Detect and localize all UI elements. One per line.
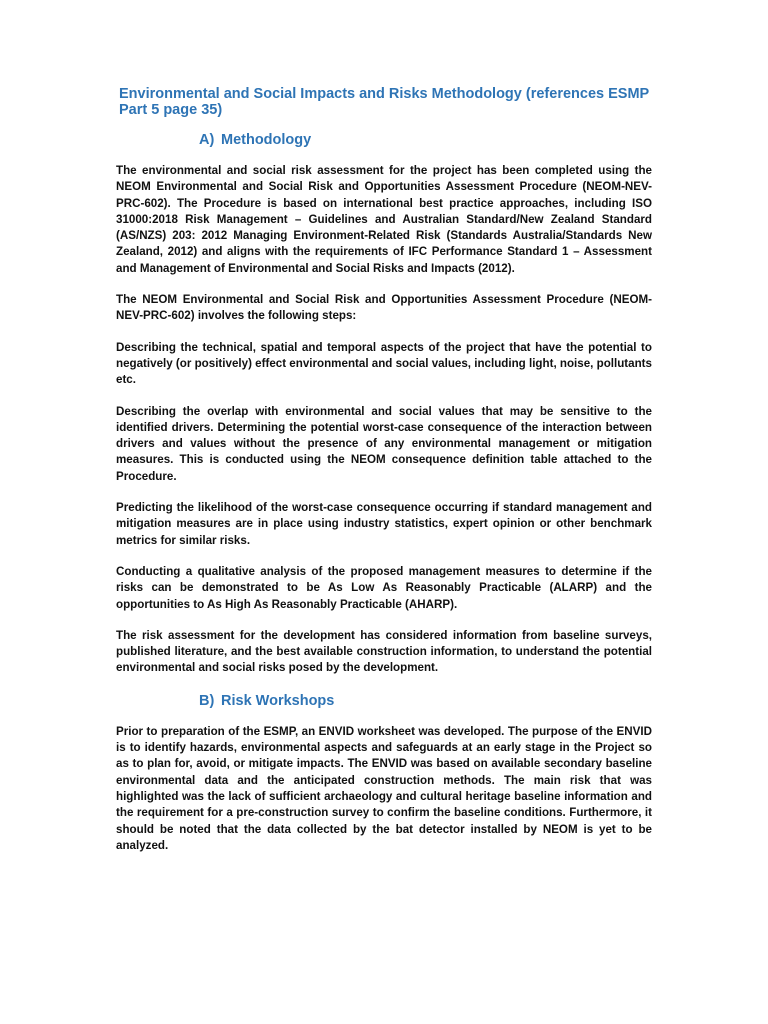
paragraph-a3: Describing the technical, spatial and temporal aspects of the project that have the potential to negatively (or positively) effect environmental and social values, including light, noise, pollutants etc. [116,340,652,387]
document-title: Environmental and Social Impacts and Risks Methodology (references ESMP Part 5 page 35) [119,86,649,118]
section-a-number: A) [199,132,215,148]
section-a-title: Methodology [221,132,312,148]
paragraph-a6: Conducting a qualitative analysis of the proposed management measures to determine if the risks can be demonstrated to be As Low As Reasonably Practicable (ALARP) and the opportunities to As High As Reasonably Practicable (AHARP). [116,564,652,611]
paragraph-a4: Describing the overlap with environmental and social values that may be sensitive to the identified drivers. Determining the potential worst-case consequence of the interaction between drivers and values without the presence of any environmental management or mitigation measures. This is conducted using the NEOM consequence definition table attached to the Procedure. [116,404,652,483]
paragraph-a2: The NEOM Environmental and Social Risk and Opportunities Assessment Procedure (NEOM-NEV-PRC-602) involves the following steps: [116,293,652,323]
paragraph-a5: Predicting the likelihood of the worst-case consequence occurring if standard management and mitigation measures are in place using industry statistics, expert opinion or other benchmark metrics for similar risks. [116,501,652,547]
paragraph-a7: The risk assessment for the development has considered information from baseline surveys, published literature, and the best available construction information, to understand the potential environmental and social risks posed by the development. [116,628,652,675]
section-b-heading [199,692,652,710]
section-b-title: Risk Workshops [221,692,335,709]
document-page [116,86,652,869]
section-b-number: B) [199,692,215,709]
section-a-heading [199,131,652,149]
paragraph-b1: Prior to preparation of the ESMP, an ENVID worksheet was developed. The purpose of the ENVID is to identify hazards, environmental aspects and safeguards at an early stage in the Project so as to plan for, avoid, or mitigate impacts. The ENVID was based on available secondary baseline environmental data and the anticipated construction methods. The main risk that was highlighted was the lack of sufficient archaeology and cultural heritage baseline information and the requirement for a pre-construction survey to confirm the baseline conditions. Furthermore, it should be noted that the data collected by the bat detector installed by NEOM is yet to be analyzed. [116,724,652,852]
paragraph-a1: The environmental and social risk assessment for the project has been completed using the NEOM Environmental and Social Risk and Opportunities Assessment Procedure (NEOM-NEV-PRC-602). The Procedure is based on international best practice approaches, including ISO 31000:2018 Risk Management – Guidelines and Australian Standard/New Zealand Standard (AS/NZS) 203: 2012 Managing Environment-Related Risk (Standards Australia/Standards New Zealand, 2012) and aligns with the requirements of IFC Performance Standard 1 – Assessment and Management of Environmental and Social Risks and Impacts (2012). [116,164,652,275]
